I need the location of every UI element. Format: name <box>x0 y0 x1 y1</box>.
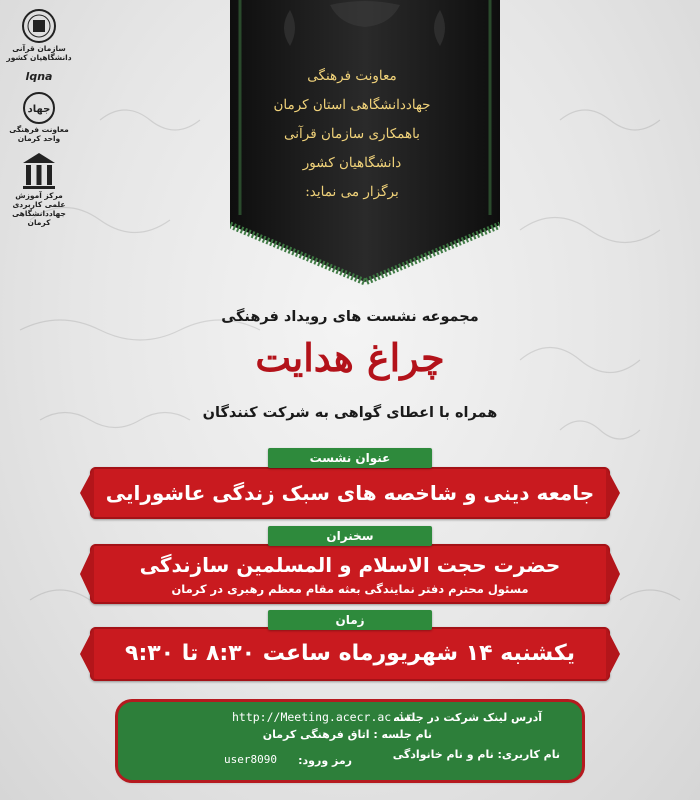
meeting-link[interactable]: http://Meeting.acecr.ac.ir <box>231 710 412 724</box>
banner-line: باهمکاری سازمان قرآنی <box>284 126 420 142</box>
lqna-logo <box>4 70 74 83</box>
meeting-name: نام جلسه : اتاق فرهنگی کرمان <box>262 728 432 741</box>
org3-label: معاونت فرهنگی واحد کرمان <box>9 125 69 143</box>
speaker-band <box>90 544 610 604</box>
certificate-note: همراه با اعطای گواهی به شرکت کنندگان <box>202 405 498 421</box>
jahad-kerman-logo <box>4 91 74 143</box>
time-tag: زمان <box>268 610 432 630</box>
lqna-brand: lqna <box>25 70 53 83</box>
columns-emblem-icon <box>21 151 57 191</box>
banner-line: جهاددانشگاهی استان کرمان <box>273 97 431 113</box>
time-band <box>90 627 610 681</box>
jahad-emblem-icon <box>19 91 59 125</box>
applied-science-logo <box>4 151 74 227</box>
org1-label: سازمان قرآنی دانشگاهیان کشور <box>6 44 72 62</box>
topic-band <box>90 467 610 519</box>
banner-text <box>228 62 476 207</box>
speaker-name: حضرت حجت الاسلام و المسلمین سازندگی <box>139 553 561 577</box>
speaker-role: مسئول محترم دفتر نمایندگی بعثه مقام معظم رهبری در کرمان <box>171 582 529 596</box>
org4-label: مرکز آموزش علمی کاربردی جهاددانشگاهی کرمان <box>12 191 66 227</box>
logo-column <box>4 8 74 235</box>
banner-line: دانشگاهیان کشور <box>302 155 402 171</box>
banner-line: برگزار می نماید: <box>305 184 399 200</box>
meeting-info-box <box>118 702 582 780</box>
jahad-emblem-icon <box>19 8 59 44</box>
series-heading: مجموعه نشست های رویداد فرهنگی <box>221 309 479 325</box>
jahad-logo <box>4 8 74 62</box>
banner-line: معاونت فرهنگی <box>307 68 397 84</box>
topic-tag: عنوان نشست <box>268 448 432 468</box>
time-text: یکشنبه ۱۴ شهریورماه ساعت ۸:۳۰ تا ۹:۳۰ <box>125 641 575 666</box>
password-value: user8090 <box>224 753 277 766</box>
address-label: آدرس لینک شرکت در جلسه <box>393 711 542 724</box>
speaker-tag: سخنران <box>268 526 432 546</box>
username-line: نام کاربری: نام و نام خانوادگی <box>392 748 560 761</box>
jahad-word: جهاد <box>27 104 51 115</box>
password-label: رمز ورود: <box>298 754 352 767</box>
topic-text: جامعه دینی و شاخصه های سبک زندگی عاشورایی <box>105 481 595 505</box>
event-title: چراغ هدایت <box>255 335 445 380</box>
